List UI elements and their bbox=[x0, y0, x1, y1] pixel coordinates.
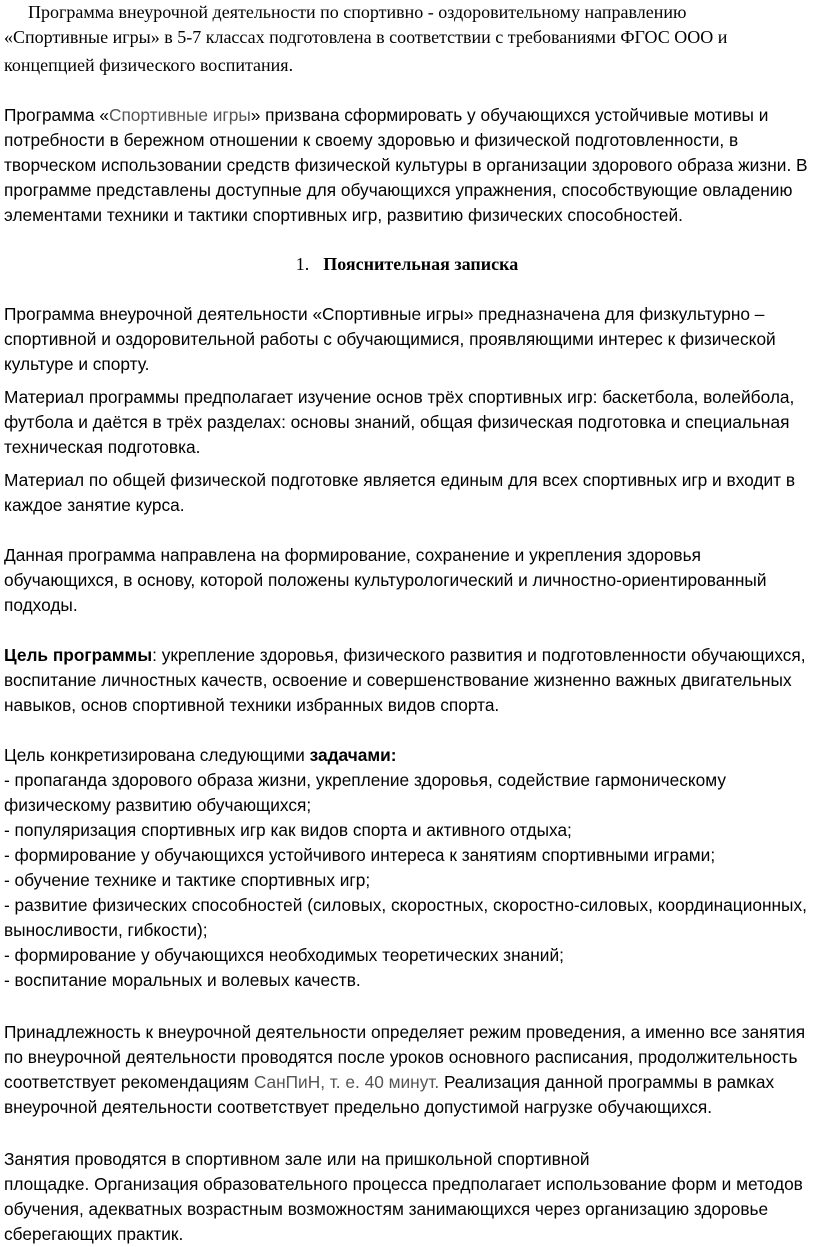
tasks-block bbox=[4, 743, 810, 993]
intro-line-3: концепцией физического воспитания. bbox=[4, 55, 294, 75]
section-heading bbox=[4, 252, 810, 277]
goal-label: Цель программы bbox=[4, 645, 153, 665]
task-item: - воспитание моральных и волевых качеств. bbox=[4, 970, 361, 990]
venue-rest: площадке. Организация образовательного процесса предполагает использование форм и методов обучения, адекватных возрастным возможностям занимающихся через организацию здоровье сберегающих практик. bbox=[4, 1174, 803, 1244]
task-item: - обучение технике и тактике спортивных игр; bbox=[4, 870, 371, 890]
schedule-part-3: Реализация данной программы в рамках внеурочной деятельности соответствует предельно допустимой нагрузке обучающихся. bbox=[4, 1072, 775, 1117]
section-number: 1. bbox=[295, 254, 310, 274]
purpose-part-3: » призвана сформировать у обучающихся устойчивые мотивы и потребности в бережном отношении к своему здоровью и физической подготовленности, в творческом использовании средств физической культуры в организации здорового образа жизни. В программе представлены доступные для обучающихся упражнения, способствующие овладению элементами техники и тактики спортивных игр, развитию физических способностей. bbox=[4, 105, 808, 225]
goal-text: : укрепление здоровья, физического развития и подготовленности обучающихся, воспитание личностных качеств, освоение и совершенствование жизненно важных двигательных навыков, основ спортивной техники избранных видов спорта. bbox=[4, 645, 806, 715]
goal-paragraph bbox=[4, 643, 810, 718]
purpose-part-1: Программа « bbox=[4, 105, 109, 125]
task-item: - формирование у обучающихся необходимых теоретических знаний; bbox=[4, 945, 564, 965]
intro-paragraph bbox=[4, 0, 810, 78]
schedule-paragraph bbox=[4, 1020, 810, 1120]
task-item: - формирование у обучающихся устойчивого интереса к занятиям спортивными играми; bbox=[4, 845, 716, 865]
task-item: - популяризация спортивных игр как видов спорта и активного отдыха; bbox=[4, 820, 572, 840]
sanpin-note: СанПиН, т. е. 40 минут. bbox=[253, 1072, 440, 1092]
task-item: - развитие физических способностей (силовых, скоростных, скоростно-силовых, координационных, выносливости, гибкости); bbox=[4, 895, 807, 940]
body-paragraph-2: Материал программы предполагает изучение основ трёх спортивных игр: баскетбола, волейбола, футбола и даётся в трёх разделах: основы знаний, общая физическая подготовка и специальная техническая подготовка. bbox=[4, 387, 795, 457]
tasks-lead bbox=[4, 743, 810, 768]
purpose-program-name: Спортивные игры bbox=[108, 105, 251, 125]
intro-line-2: «Спортивные игры» в 5-7 классах подготовлена в соответствии с требованиями ФГОС ООО и bbox=[4, 27, 728, 47]
task-item: - пропаганда здорового образа жизни, укрепление здоровья, содействие гармоническому физическому развитию обучающихся; bbox=[4, 770, 726, 815]
program-purpose-paragraph bbox=[4, 103, 810, 228]
venue-paragraph bbox=[4, 1147, 810, 1247]
tasks-lead-text: Цель конкретизирована следующими bbox=[4, 745, 310, 765]
section-title: Пояснительная записка bbox=[323, 254, 519, 274]
body-paragraph-3: Материал по общей физической подготовке является единым для всех спортивных игр и входит в каждое занятие курса. bbox=[4, 470, 796, 515]
body-paragraph-4: Данная программа направлена на формирование, сохранение и укрепления здоровья обучающихся, в основу, которой положены культурологический и личностно-ориентированный подходы. bbox=[4, 545, 767, 615]
intro-line-1: Программа внеурочной деятельности по спортивно - оздоровительному направлению bbox=[28, 2, 687, 22]
venue-line-1: Занятия проводятся в спортивном зале или на пришкольной спортивной bbox=[4, 1149, 590, 1169]
tasks-label: задачами: bbox=[309, 745, 397, 765]
schedule-part-1: Принадлежность к внеурочной деятельности определяет режим проведения, а именно все занятия по внеурочной деятельности проводятся после уроков основного расписания, продолжительность соответствует рекомендациям bbox=[4, 1022, 806, 1092]
body-paragraph-1: Программа внеурочной деятельности «Спортивные игры» предназначена для физкультурно – спортивной и оздоровительной работы с обучающимися, проявляющими интерес к физической культуре и спорту. bbox=[4, 304, 776, 374]
